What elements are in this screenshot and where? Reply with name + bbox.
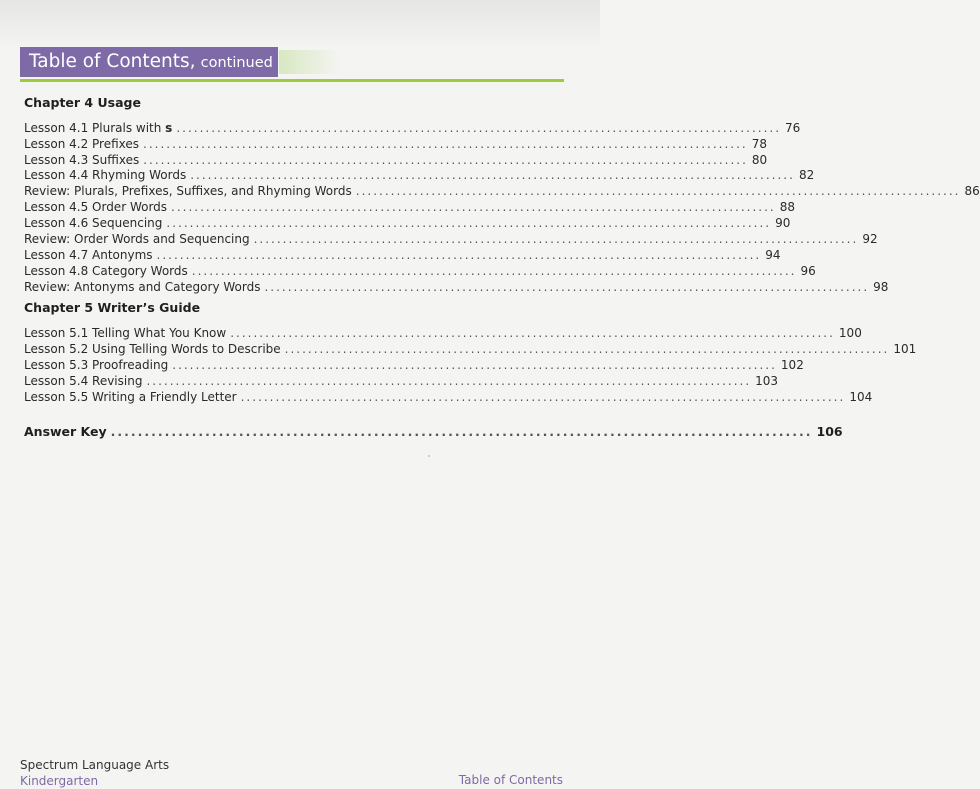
header-rule bbox=[20, 79, 564, 82]
entry-page: 92 bbox=[862, 232, 878, 246]
footer-grade: Kindergarten bbox=[20, 774, 99, 788]
entry-label: Lesson 5.5 Writing a Friendly Letter bbox=[24, 390, 237, 404]
entry-label: Review: Order Words and Sequencing bbox=[24, 232, 250, 246]
leader-dots: ........................................................................................................ bbox=[240, 390, 846, 404]
entry-label: Lesson 4.7 Antonyms bbox=[24, 248, 153, 262]
toc-entry[interactable] bbox=[24, 390, 873, 406]
entry-label: Review: Antonyms and Category Words bbox=[24, 280, 261, 294]
banner-fade bbox=[279, 50, 339, 74]
entry-label: Lesson 4.1 Plurals with s bbox=[24, 121, 173, 135]
footer-series: Spectrum Language Arts bbox=[20, 758, 170, 772]
leader-dots: ........................................................................................................ bbox=[171, 200, 776, 214]
answer-key-entry[interactable] bbox=[24, 424, 843, 440]
leader-dots: ........................................................................................................ bbox=[190, 168, 795, 182]
leader-dots: ........................................................................................................ bbox=[110, 424, 813, 439]
leader-dots: ........................................................................................................ bbox=[143, 137, 748, 151]
entry-page: 94 bbox=[765, 248, 781, 262]
entry-page: 98 bbox=[873, 280, 889, 294]
entry-page: 90 bbox=[775, 216, 791, 230]
toc-entry[interactable] bbox=[24, 326, 862, 342]
scan-speck bbox=[428, 455, 430, 457]
entry-label: Lesson 5.4 Revising bbox=[24, 374, 143, 388]
leader-dots: ........................................................................................................ bbox=[284, 342, 890, 356]
entry-page: 82 bbox=[798, 168, 815, 182]
entry-label: Lesson 4.3 Suffixes bbox=[24, 153, 140, 167]
toc-entry[interactable] bbox=[24, 280, 889, 296]
toc-title-continued: continued bbox=[200, 55, 273, 71]
entry-page: 78 bbox=[751, 137, 768, 151]
leader-dots: ........................................................................................................ bbox=[143, 153, 748, 167]
entry-label: Lesson 5.3 Proofreading bbox=[24, 358, 169, 372]
toc-entry[interactable] bbox=[24, 216, 791, 232]
entry-page: 80 bbox=[751, 153, 768, 167]
toc-title: Table of Contents, bbox=[29, 51, 196, 72]
entry-label: Lesson 5.1 Telling What You Know bbox=[24, 326, 227, 340]
leader-dots: ........................................................................................................ bbox=[264, 280, 870, 294]
entry-label: Lesson 4.5 Order Words bbox=[24, 200, 168, 214]
entry-label: Lesson 4.6 Sequencing bbox=[24, 216, 163, 230]
entry-page: 103 bbox=[755, 374, 779, 388]
leader-dots: ........................................................................................................ bbox=[166, 216, 772, 230]
toc-entry[interactable] bbox=[24, 358, 804, 374]
toc-entry[interactable] bbox=[24, 342, 917, 358]
entry-page: 96 bbox=[800, 264, 816, 278]
entry-label: Review: Plurals, Prefixes, Suffixes, and Rhyming Words bbox=[24, 184, 352, 198]
entry-page: 102 bbox=[780, 358, 804, 372]
leader-dots: ........................................................................................................ bbox=[355, 184, 961, 198]
entry-page: 101 bbox=[893, 342, 917, 356]
toc-entry[interactable] bbox=[24, 153, 768, 169]
entry-page: 76 bbox=[785, 121, 801, 135]
leader-dots: ........................................................................................................ bbox=[253, 232, 859, 246]
toc-entry[interactable] bbox=[24, 200, 796, 216]
toc-entry[interactable] bbox=[24, 232, 878, 248]
footer-book-info bbox=[20, 757, 169, 789]
toc-entry[interactable] bbox=[24, 121, 801, 137]
answer-key-label: Answer Key bbox=[24, 424, 107, 439]
answer-key-page: 106 bbox=[816, 424, 843, 439]
leader-dots: ........................................................................................................ bbox=[191, 264, 797, 278]
toc-entry[interactable] bbox=[24, 264, 816, 280]
leader-dots: ........................................................................................................ bbox=[230, 326, 835, 340]
toc-entry[interactable] bbox=[24, 168, 815, 184]
leader-dots: ........................................................................................................ bbox=[172, 358, 777, 372]
leader-dots: ........................................................................................................ bbox=[146, 374, 752, 388]
entry-label: Lesson 5.2 Using Telling Words to Describe bbox=[24, 342, 281, 356]
toc-entry[interactable] bbox=[24, 184, 980, 200]
entry-page: 100 bbox=[838, 326, 862, 340]
entry-label: Lesson 4.8 Category Words bbox=[24, 264, 188, 278]
toc-entry[interactable] bbox=[24, 374, 779, 390]
toc-entry[interactable] bbox=[24, 137, 768, 153]
entry-page: 104 bbox=[849, 390, 873, 404]
chapter-4-heading: Chapter 4 Usage bbox=[24, 95, 141, 110]
leader-dots: ........................................................................................................ bbox=[176, 121, 782, 135]
footer-section: Table of Contents bbox=[458, 773, 563, 787]
entry-page: 86 bbox=[964, 184, 980, 198]
entry-label: Lesson 4.2 Prefixes bbox=[24, 137, 140, 151]
toc-entry[interactable] bbox=[24, 248, 781, 264]
chapter-5-heading: Chapter 5 Writer’s Guide bbox=[24, 300, 201, 315]
entry-label: Lesson 4.4 Rhyming Words bbox=[24, 168, 187, 182]
entry-page: 88 bbox=[779, 200, 796, 214]
leader-dots: ........................................................................................................ bbox=[156, 248, 762, 262]
toc-banner bbox=[20, 47, 278, 77]
scan-shadow bbox=[0, 0, 600, 48]
